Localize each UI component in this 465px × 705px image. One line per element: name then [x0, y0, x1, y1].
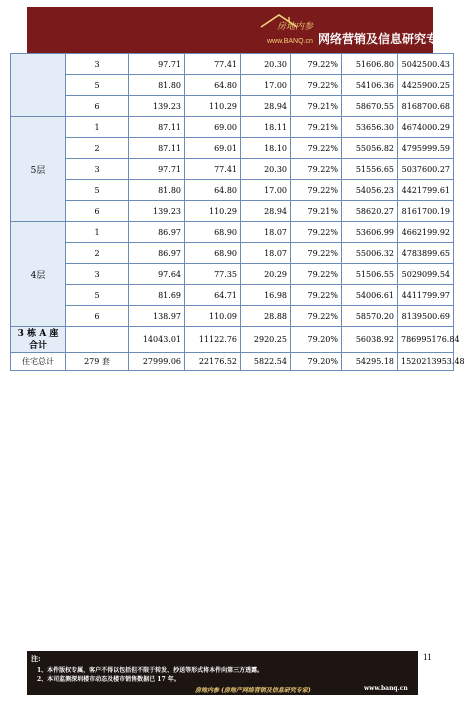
table-cell: 86.97 [129, 243, 185, 264]
table-cell: 5822.54 [241, 353, 291, 371]
table-cell: 68.90 [185, 243, 241, 264]
table-cell: 18.07 [241, 243, 291, 264]
table-cell: 4674000.29 [398, 117, 454, 138]
brand-name: 房地内参 [277, 22, 314, 32]
table-cell: 279 套 [66, 353, 129, 371]
table-cell: 97.71 [129, 159, 185, 180]
table-cell: 28.94 [241, 96, 291, 117]
table-cell: 14043.01 [129, 327, 185, 353]
table-cell: 87.11 [129, 117, 185, 138]
table-cell: 110.29 [185, 96, 241, 117]
unit-number: 2 [66, 138, 129, 159]
table-cell: 110.29 [185, 201, 241, 222]
total-row [11, 353, 454, 371]
table-cell: 4425900.25 [398, 75, 454, 96]
table-cell: 79.21% [291, 96, 342, 117]
table-cell: 53606.99 [342, 222, 398, 243]
table-cell: 8161700.19 [398, 201, 454, 222]
unit-number: 1 [66, 222, 129, 243]
table-cell: 55006.32 [342, 243, 398, 264]
table-cell: 79.22% [291, 285, 342, 306]
note-2: 2、本司监测深圳楼市动态及楼市销售数据已 17 年。 [37, 676, 180, 683]
unit-number: 5 [66, 285, 129, 306]
table-cell: 110.09 [185, 306, 241, 327]
table-cell: 64.80 [185, 75, 241, 96]
unit-number: 1 [66, 117, 129, 138]
table-cell: 79.22% [291, 222, 342, 243]
subtotal-label [11, 327, 66, 353]
table-cell: 58670.55 [342, 96, 398, 117]
table-cell: 17.00 [241, 75, 291, 96]
table-cell: 87.11 [129, 138, 185, 159]
table-row [11, 306, 454, 327]
unit-number: 6 [66, 201, 129, 222]
floor-label [11, 54, 66, 117]
table-cell: 786995176.84 [398, 327, 454, 353]
table-cell: 54056.23 [342, 180, 398, 201]
table-cell: 64.80 [185, 180, 241, 201]
table-cell: 79.22% [291, 54, 342, 75]
unit-number: 3 [66, 264, 129, 285]
table-cell: 79.22% [291, 159, 342, 180]
table-cell: 22176.52 [185, 353, 241, 371]
table-cell: 81.80 [129, 75, 185, 96]
table-cell: 79.22% [291, 180, 342, 201]
table-cell: 79.20% [291, 327, 342, 353]
table-cell: 97.64 [129, 264, 185, 285]
sales-table-body [11, 54, 465, 371]
table-cell: 11122.76 [185, 327, 241, 353]
unit-number: 5 [66, 75, 129, 96]
table-cell: 27999.06 [129, 353, 185, 371]
table-cell: 4411799.97 [398, 285, 454, 306]
table-cell: 139.23 [129, 201, 185, 222]
table-cell: 4662199.92 [398, 222, 454, 243]
table-cell: 4421799.61 [398, 180, 454, 201]
table-cell: 54295.18 [342, 353, 398, 371]
table-cell: 54006.61 [342, 285, 398, 306]
table-cell: 77.41 [185, 54, 241, 75]
table-cell: 20.30 [241, 159, 291, 180]
unit-number: 6 [66, 96, 129, 117]
sales-table [10, 53, 465, 371]
table-cell: 51556.65 [342, 159, 398, 180]
subtotal-label-line2: 合计 [28, 340, 47, 351]
table-cell: 4795999.59 [398, 138, 454, 159]
table-cell: 5037600.27 [398, 159, 454, 180]
unit-number: 3 [66, 54, 129, 75]
header-banner [27, 7, 451, 53]
unit-number: 2 [66, 243, 129, 264]
table-cell: 69.00 [185, 117, 241, 138]
page-number: 11 [423, 652, 432, 662]
unit-number: 3 [66, 159, 129, 180]
table-cell: 53656.30 [342, 117, 398, 138]
table-row [11, 264, 454, 285]
note-heading: 注: [31, 654, 41, 663]
table-row [11, 201, 454, 222]
table-row [11, 138, 454, 159]
footer-brand: 房地内参 (房地产网络营销及信息研究专家) [195, 687, 311, 694]
table-cell: 139.23 [129, 96, 185, 117]
table-cell: 5029099.54 [398, 264, 454, 285]
table-cell: 20.29 [241, 264, 291, 285]
footer-notes [27, 651, 418, 695]
table-cell: 51606.80 [342, 54, 398, 75]
footer-url: www.banq.cn [364, 685, 408, 692]
table-cell: 18.11 [241, 117, 291, 138]
table-row [11, 243, 454, 264]
table-cell: 18.07 [241, 222, 291, 243]
table-cell: 55056.82 [342, 138, 398, 159]
table-cell: 18.10 [241, 138, 291, 159]
table-cell: 58620.27 [342, 201, 398, 222]
table-cell: 77.35 [185, 264, 241, 285]
floor-label: 5层 [11, 117, 66, 222]
table-cell: 17.00 [241, 180, 291, 201]
table-cell [66, 327, 129, 353]
table-cell: 68.90 [185, 222, 241, 243]
table-row [11, 159, 454, 180]
table-cell: 79.22% [291, 75, 342, 96]
table-cell: 79.21% [291, 117, 342, 138]
table-cell: 138.97 [129, 306, 185, 327]
table-cell: 81.80 [129, 180, 185, 201]
table-cell: 2920.25 [241, 327, 291, 353]
table-cell: 28.94 [241, 201, 291, 222]
table-cell: 81.69 [129, 285, 185, 306]
table-cell: 79.20% [291, 353, 342, 371]
table-cell: 51506.55 [342, 264, 398, 285]
floor-label: 4层 [11, 222, 66, 327]
table-cell: 5042500.43 [398, 54, 454, 75]
table-cell: 58570.20 [342, 306, 398, 327]
subtotal-label-line1: 3 栋 A 座 [17, 328, 59, 339]
table-cell: 28.88 [241, 306, 291, 327]
table-row [11, 222, 454, 243]
table-cell: 8168700.68 [398, 96, 454, 117]
unit-number: 6 [66, 306, 129, 327]
table-cell: 8139500.69 [398, 306, 454, 327]
header-title: 网络营销及信息研究专家 [318, 32, 451, 46]
note-1: 1、本件版权专属，客户不得以包括但不限于转发、抄送等形式将本件向第三方透露。 [37, 667, 264, 674]
table-row [11, 117, 454, 138]
table-cell: 1520213953.48 [398, 353, 454, 371]
brand-site: www.BANQ.cn [267, 38, 313, 45]
table-cell: 86.97 [129, 222, 185, 243]
table-cell: 64.71 [185, 285, 241, 306]
subtotal-row [11, 327, 454, 353]
table-row [11, 180, 454, 201]
table-cell: 54106.36 [342, 75, 398, 96]
table-cell: 77.41 [185, 159, 241, 180]
table-cell: 69.01 [185, 138, 241, 159]
table-cell: 56038.92 [342, 327, 398, 353]
table-row [11, 75, 454, 96]
table-row [11, 96, 454, 117]
table-row [11, 54, 454, 75]
total-label: 住宅总计 [11, 353, 66, 371]
table-row [11, 285, 454, 306]
table-cell: 97.71 [129, 54, 185, 75]
table-cell: 79.22% [291, 243, 342, 264]
table-cell: 79.22% [291, 306, 342, 327]
table-cell: 16.98 [241, 285, 291, 306]
unit-number: 5 [66, 180, 129, 201]
table-cell: 79.22% [291, 264, 342, 285]
table-cell: 20.30 [241, 54, 291, 75]
table-cell: 79.21% [291, 201, 342, 222]
table-cell: 79.22% [291, 138, 342, 159]
table-cell: 4783899.65 [398, 243, 454, 264]
